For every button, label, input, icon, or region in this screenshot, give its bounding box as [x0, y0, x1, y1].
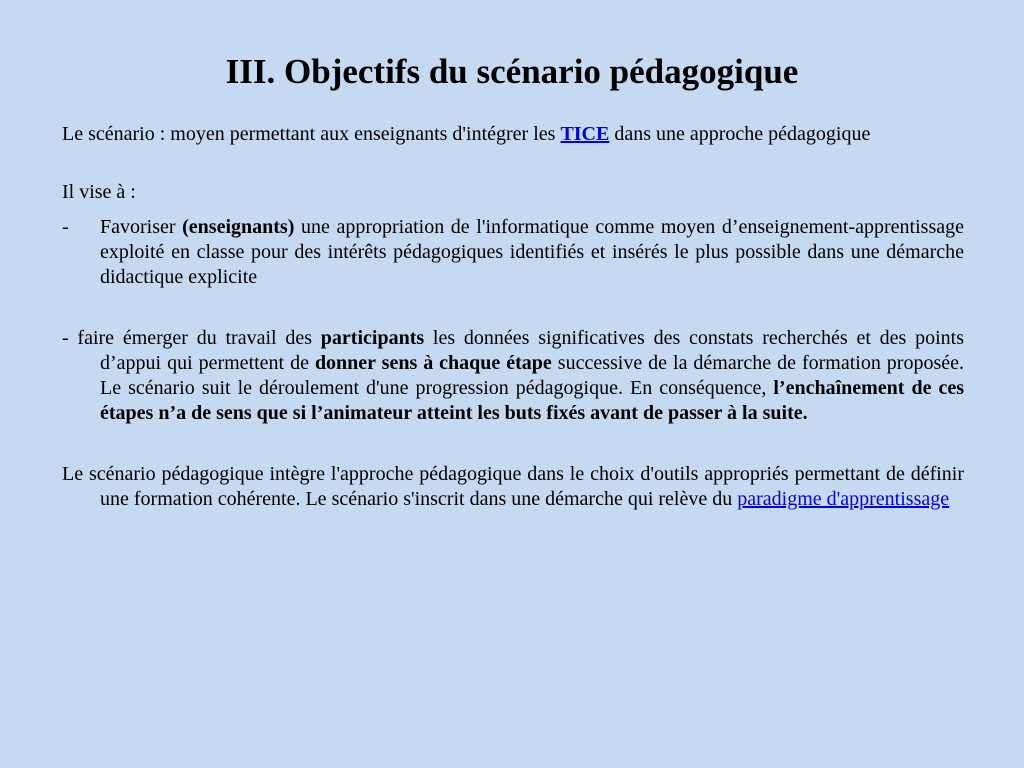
slide-title: III. Objectifs du scénario pédagogique: [225, 52, 799, 91]
text: successive de la démarche de formation proposée. Le scénario suit le déroulement d'une progression pédagogique. En conséquence,: [100, 352, 964, 399]
bullet-dash: -: [62, 216, 69, 238]
bold-text: (enseignants): [182, 216, 295, 238]
text: une appropriation de l'informatique comme moyen d’enseignement-apprentissage exploité en classe pour des intérêts pédagogiques identifiés et insérés le plus possible dans une démarche didactique explicite: [100, 216, 964, 288]
text: Le scénario pédagogique intègre l'approche pédagogique dans le choix d'outils appropriés permettant de définir une formation cohérente. Le scénario s'inscrit dans une démarche qui relève du: [62, 463, 964, 510]
text: - faire émerger du travail des: [62, 327, 321, 349]
paragraph-faire-emerger: [62, 326, 964, 426]
bullet-text: [100, 215, 964, 290]
bold-text: donner sens à chaque étape: [314, 352, 552, 374]
bold-text: participants: [320, 327, 425, 349]
paragraph-aims-intro: Il vise à :: [62, 181, 136, 203]
bullet-favoriser: [62, 215, 964, 290]
paradigme-link[interactable]: paradigme d'apprentissage: [737, 488, 950, 510]
paragraph-integration: [62, 462, 964, 512]
text: les données significatives des constats recherchés et des points d’appui qui permettent de: [100, 327, 965, 374]
tice-link[interactable]: TICE: [560, 123, 610, 145]
text: Favoriser: [100, 216, 183, 238]
paragraph-scenario-definition: [62, 122, 964, 147]
text: dans une approche pédagogique: [609, 123, 871, 145]
bold-text: l’enchaînement de ces étapes n’a de sens que si l’animateur atteint les buts fixés avant de passer à la suite.: [100, 377, 965, 424]
slide-content: [62, 122, 964, 512]
text: Le scénario : moyen permettant aux enseignants d'intégrer les: [62, 123, 561, 145]
